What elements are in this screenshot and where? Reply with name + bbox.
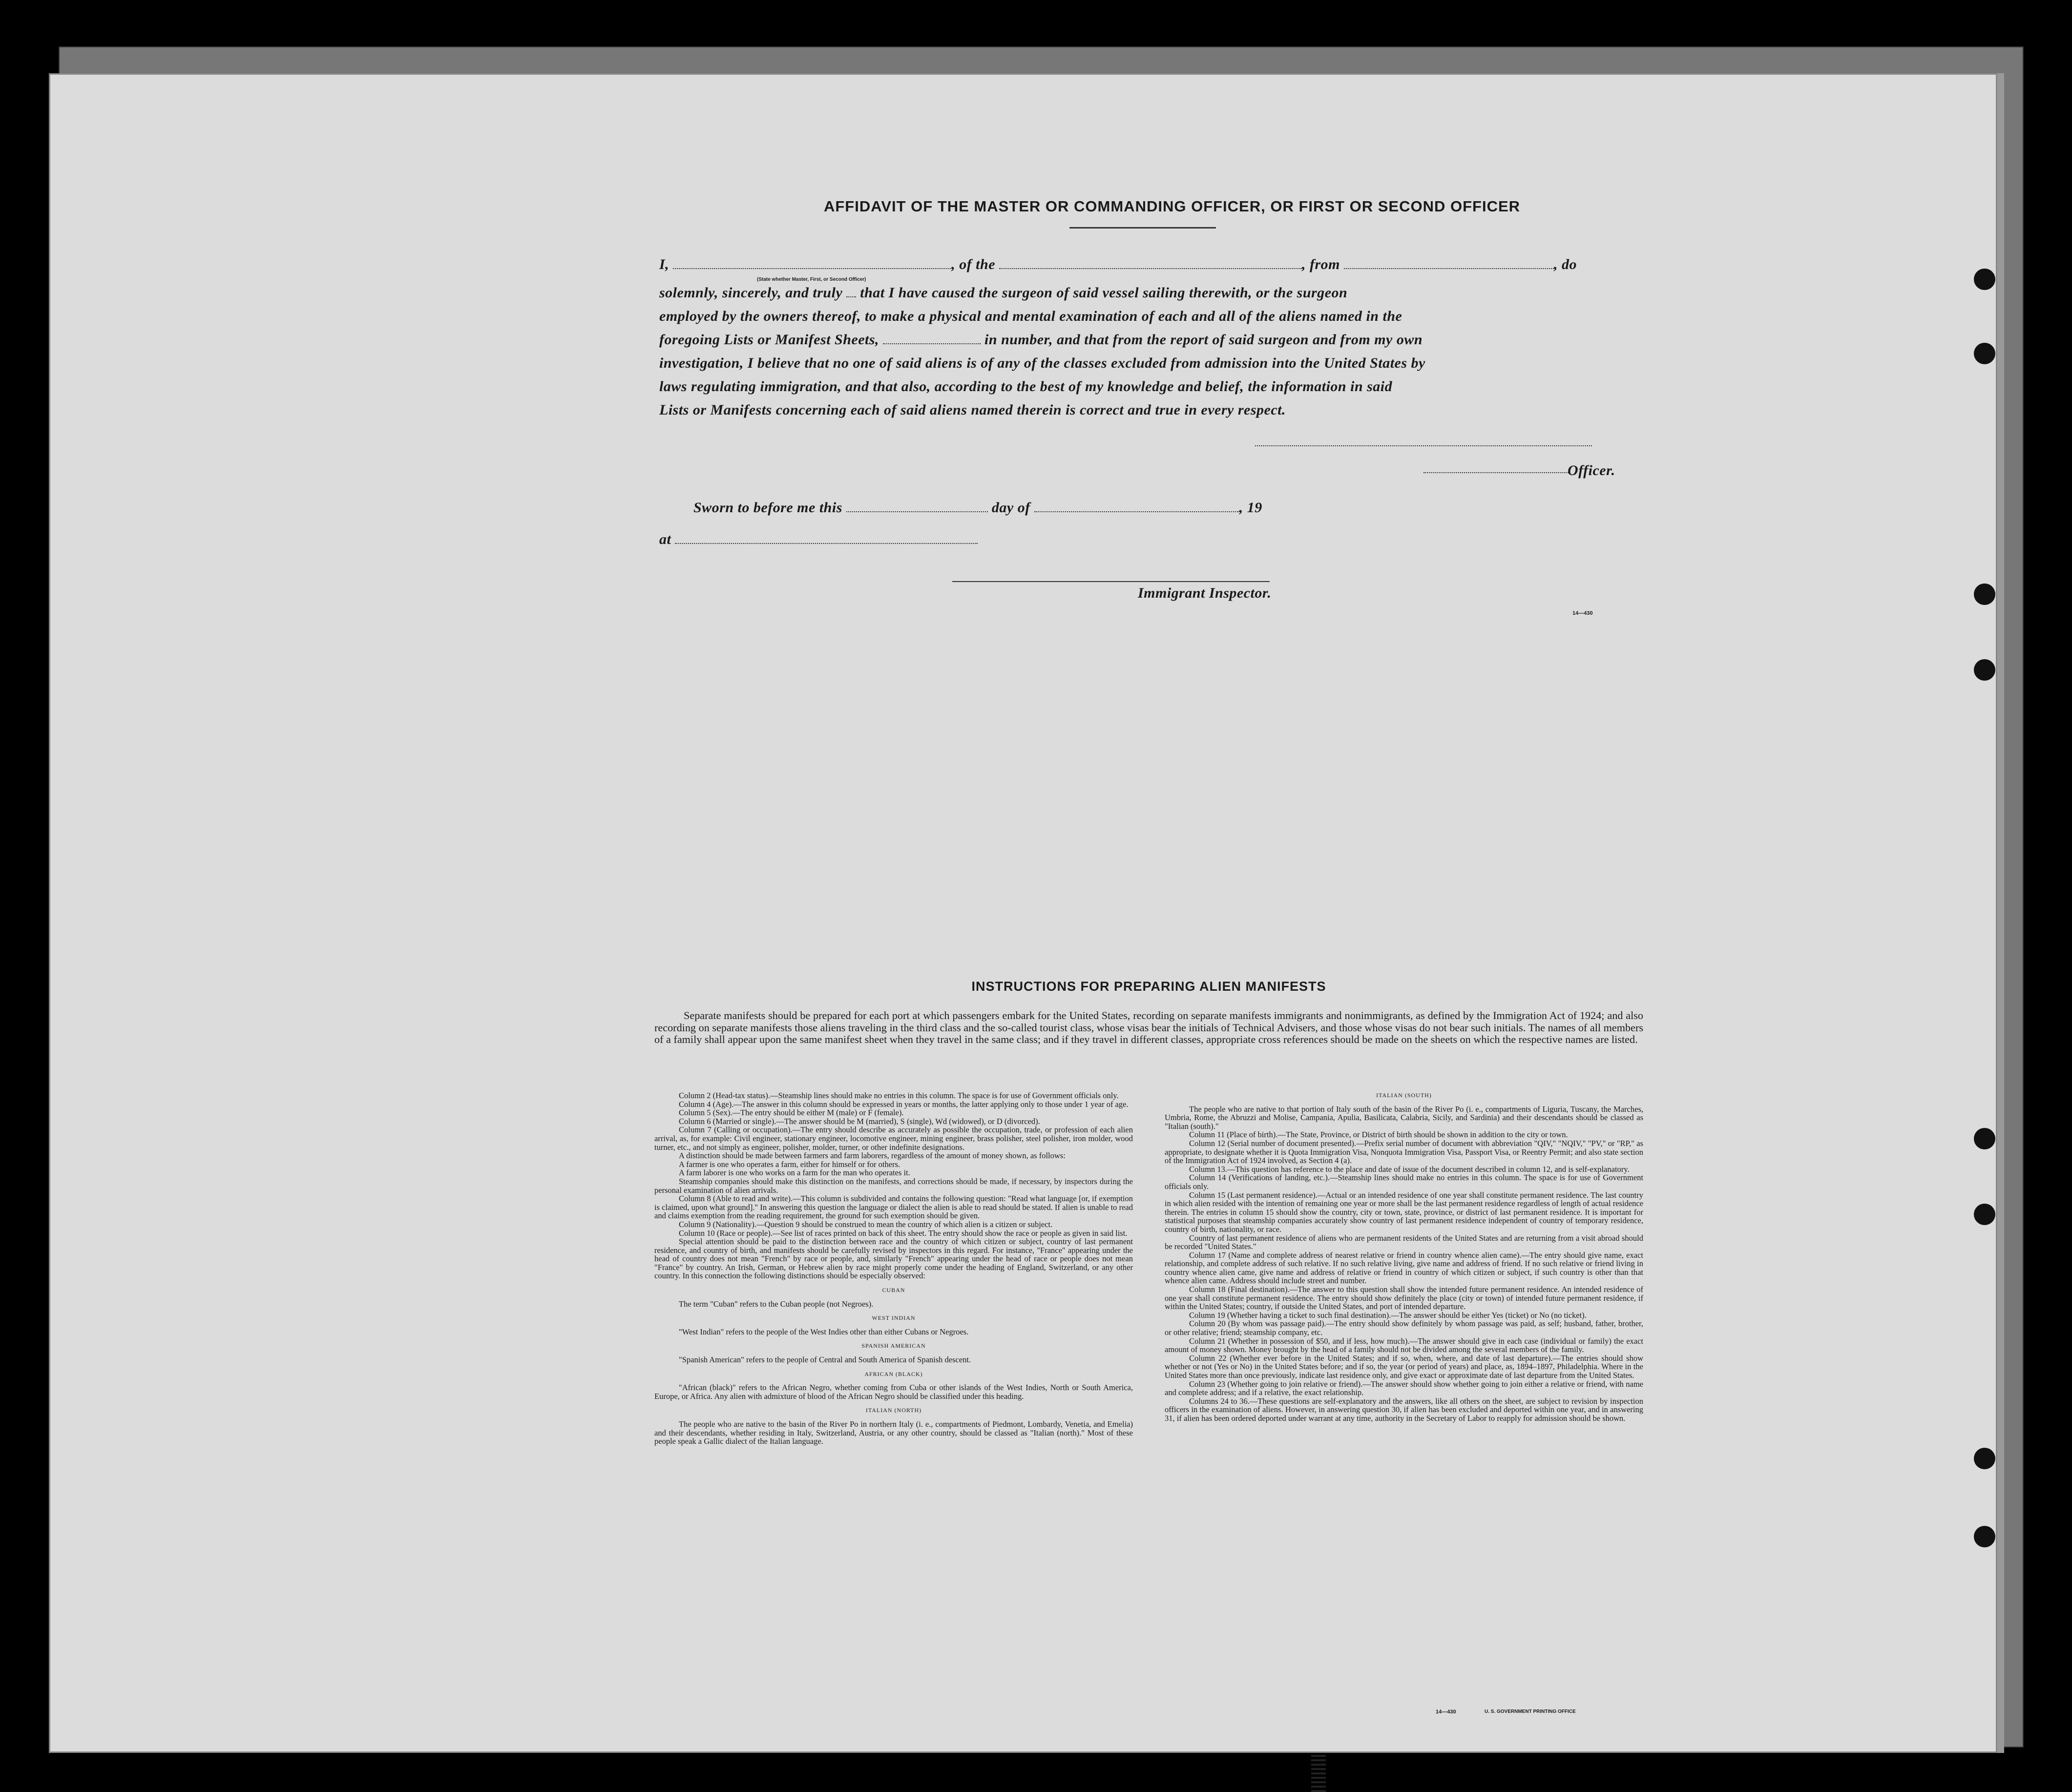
west-indian-text: "West Indian" refers to the people of the West Indies other than either Cubans or Negroes. bbox=[679, 1327, 969, 1336]
paragraph: Column 8 (Able to read and write).—This column is subdivided and contains the following question: "Read what language [or, if exemption is claimed, upon what ground]." In answering this question the language or dialect the alien is able to read should be stated. If alien is unable to read and claims exemption from the reading requirement, the ground for such exemption should be given. bbox=[654, 1194, 1133, 1221]
port-from-blank[interactable] bbox=[1344, 257, 1554, 269]
paragraph: Column 22 (Whether ever before in the United States; and if so, when, where, and date of last departure).—The entries should show whether or not (Yes or No) in the United States before; and if so, the year (or period of years) and place, as, 1894–1897, Philadelphia. Where in the United States more than once previously, indicate last residence only, and give exact or approximate date of last departure from the United States. bbox=[1165, 1353, 1643, 1380]
inspector-signature-line[interactable] bbox=[952, 580, 1270, 582]
affidavit-line-7: Lists or Manifests concerning each of said aliens named therein is correct and true in every respect. bbox=[659, 402, 1286, 418]
instructions-intro: Separate manifests should be prepared for each port at which passengers embark for the United States, recording on separate manifests immigrants and nonimmigrants, as defined by the Immigration Act of 1924; and also recording on separate manifests those aliens traveling in the third class and the so-called tourist class, whose visas bear the initials of Technical Advisers, and those whose visas do not bear such initials. The names of all members of a family shall appear upon the same manifest sheet when they travel in the same class; and if they travel in different classes, appropriate cross references should be made on the sheets on which the respective names are listed. bbox=[654, 1009, 1643, 1045]
paragraph: Column 17 (Name and complete address of nearest relative or friend in country whence alien came).—The entry should give name, exact relationship, and complete address of such relative. If no such relative living, give name and address of friend. If no such relative or friend living in country whence alien came, give name and address of relative or friend in country of which citizen or subject, if such country is other than that whence alien came. Address should include street and number. bbox=[1165, 1250, 1643, 1286]
punch-hole bbox=[1974, 1448, 1995, 1469]
officer-rank-blank[interactable] bbox=[673, 257, 951, 269]
instructions-title: INSTRUCTIONS FOR PREPARING ALIEN MANIFESTS bbox=[971, 979, 1326, 994]
inspector-label: Immigrant Inspector. bbox=[1138, 585, 1272, 601]
paragraph: Column 20 (By whom was passage paid).—The entry should show definitely by whom passage was paid, as self; husband, father, brother, or other relative; friend; steamship company, etc. bbox=[1165, 1319, 1643, 1337]
paragraph: Column 10 (Race or people).—See list of races printed on back of this sheet. The entry should show the race or people as given in said list. bbox=[679, 1228, 1128, 1238]
spanish-american-text: "Spanish American" refers to the people of Central and South America of Spanish descent. bbox=[679, 1355, 971, 1365]
paragraph: Column 12 (Serial number of document presented).—Prefix serial number of document with abbreviation "QIV," "NQIV," "PV," or "RP," as appropriate, to designate whether it is Quota Immigration Visa, Nonquota Immigration Visa, Passport Visa, or Reentry Permit; and also state section of the Immigration Act of 1924 involved, as Section 4 (a). bbox=[1165, 1138, 1643, 1166]
instructions-section bbox=[654, 979, 1643, 1715]
spanish-american-heading: SPANISH AMERICAN bbox=[861, 1342, 926, 1350]
sworn-date-blank[interactable] bbox=[846, 500, 988, 512]
at-line: at bbox=[659, 531, 978, 548]
paragraph: Column 5 (Sex).—The entry should be either M (male) or F (female). bbox=[679, 1108, 904, 1118]
cuban-heading: CUBAN bbox=[882, 1287, 905, 1294]
affidavit-line-5: investigation, I believe that no one of said aliens is of any of the classes excluded from admission into the United States by bbox=[659, 355, 1425, 371]
paragraph: The people who are native to that portion of Italy south of the basin of the River Po (i. e., compartments of Liguria, Tuscany, the Marches, Umbria, Rome, the Abruzzi and Molise, Campania, Apulia, Basilicata, Calabria, Sicily, and Sardinia) and their descendants should be classed as "Italian (south)." bbox=[1165, 1104, 1643, 1131]
right-column bbox=[1165, 1091, 1643, 1423]
punch-hole bbox=[1974, 343, 1995, 364]
affidavit-line-4: foregoing Lists or Manifest Sheets, in number, and that from the report of said surgeon and from my own bbox=[659, 332, 1423, 348]
italian-south-heading: ITALIAN (SOUTH) bbox=[1376, 1092, 1432, 1099]
west-indian-heading: WEST INDIAN bbox=[872, 1314, 916, 1322]
paragraph: Steamship companies should make this distinction on the manifests, and corrections should be made, if necessary, by inspectors during the personal examination of alien arrivals. bbox=[654, 1176, 1133, 1195]
affidavit-line-3: employed by the owners thereof, to make a physical and mental examination of each and all of the aliens named in the bbox=[659, 308, 1402, 324]
paragraph: Column 4 (Age).—The answer in this column should be expressed in years or months, the latter applying only to those under 1 year of age. bbox=[679, 1099, 1129, 1109]
paragraph: Country of last permanent residence of aliens who are permanent residents of the United States and are returning from a visit abroad should be recorded "United States." bbox=[1165, 1233, 1643, 1251]
paragraph: Column 18 (Final destination).—The answer to this question shall show the intended future permanent residence. An intended residence of one year shall constitute permanent residence. The entry should show definitely the place (city or town) of intended future permanent residence, if within the United States; country, if outside the United States, and port of intended departure. bbox=[1165, 1285, 1643, 1312]
sworn-line: Sworn to before me this day of , 19 bbox=[693, 500, 1262, 516]
affidavit-line-1: I, , of the , from , do bbox=[659, 256, 1577, 272]
paragraph: A farmer is one who operates a farm, either for himself or for others. bbox=[679, 1159, 900, 1169]
punch-hole bbox=[1974, 1204, 1995, 1225]
paragraph: Column 15 (Last permanent residence).—Actual or an intended residence of one year shall constitute permanent residence. The last country in which alien resided with the intention of remaining one year or more shall be the last permanent residence regardless of length of actual residence therein. The entries in column 15 should show the country, city or town, state, province, or district of last permanent residence. It is important for statistical purposes that steamship companies accurately show country of last permanent residence independent of country of temporary residence, country of birth, nationality, or race. bbox=[1165, 1190, 1643, 1234]
african-heading: AFRICAN (BLACK) bbox=[864, 1370, 923, 1377]
sheet-count-blank[interactable] bbox=[883, 333, 981, 344]
affidavit-line-2: solemnly, sincerely, and truly that I have caused the surgeon of said vessel sailing therewith, or the surgeon bbox=[659, 285, 1348, 301]
punch-hole bbox=[1974, 269, 1995, 290]
officer-signature-line[interactable] bbox=[1255, 444, 1592, 446]
african-text: "African (black)" refers to the African Negro, whether coming from Cuba or other islands of the West Indies, North or South America, Europe, or Africa. Any alien with admixture of blood of the African Negro should be classified under this heading. bbox=[654, 1383, 1133, 1401]
punch-hole bbox=[1974, 1526, 1995, 1547]
italian-north-heading: ITALIAN (NORTH) bbox=[865, 1407, 922, 1414]
punch-hole bbox=[1974, 659, 1995, 681]
paragraph: Column 11 (Place of birth).—The State, Province, or District of birth should be shown in addition to the city or town. bbox=[1189, 1130, 1568, 1140]
paragraph: A farm laborer is one who works on a farm for the man who operates it. bbox=[679, 1168, 910, 1178]
paragraph: Column 23 (Whether going to join relative or friend).—The answer should show whether going to join either a relative or friend, with name and complete address; and if a relative, the exact relationship. bbox=[1165, 1379, 1643, 1397]
officer-label: Officer. bbox=[1568, 462, 1615, 479]
form-number: 14—430 bbox=[1572, 610, 1593, 616]
ink-smudge bbox=[1311, 1753, 1326, 1792]
paragraph: Column 19 (Whether having a ticket to such final destination).—The answer should be either Yes (ticket) or No (no ticket). bbox=[1189, 1310, 1587, 1320]
paragraph: Column 6 (Married or single).—The answer should be M (married), S (single), Wd (widowed), or D (divorced). bbox=[679, 1116, 1040, 1126]
affidavit-line-6: laws regulating immigration, and that also, according to the best of my knowledge and belief, the information in said bbox=[659, 378, 1393, 395]
footer-printer: U. S. GOVERNMENT PRINTING OFFICE bbox=[1485, 1709, 1576, 1714]
paragraph: A distinction should be made between farmers and farm laborers, regardless of the amount of money shown, as follows: bbox=[679, 1151, 1066, 1161]
paragraph: Column 9 (Nationality).—Question 9 should be construed to mean the country of which alien is a citizen or subject. bbox=[679, 1219, 1053, 1229]
affidavit-section bbox=[659, 198, 1636, 616]
punch-hole bbox=[1974, 583, 1995, 605]
title-rule bbox=[1069, 227, 1216, 229]
paragraph: Column 13.—This question has reference to the place and date of issue of the document described in column 12, and is self-explanatory. bbox=[1189, 1164, 1630, 1174]
footer-form-number: 14—430 bbox=[1436, 1709, 1456, 1715]
paragraph: Column 7 (Calling or occupation).—The entry should describe as accurately as possible the occupation, trade, or profession of each alien arrival, as, for example: Civil engineer, stationary engineer, locomotive engineer, mining engineer, brass polisher, steel polisher, iron molder, wood turner, etc., and not simply as engineer, polisher, molder, turner, or other indefinite designations. bbox=[654, 1125, 1133, 1152]
punch-hole bbox=[1974, 1128, 1995, 1149]
italian-north-text: The people who are native to the basin of the River Po in northern Italy (i. e., compartments of Piedmont, Lombardy, Venetia, and Emelia) and their descendants, whether residing in Italy, Switzerland, Austria, or any other country, should be classed as "Italian (north)." Most of these people speak a Gallic dialect of the Italian language. bbox=[654, 1419, 1133, 1446]
affidavit-title: AFFIDAVIT OF THE MASTER OR COMMANDING OFFICER, OR FIRST OR SECOND OFFICER bbox=[823, 198, 1521, 215]
officer-title-line[interactable] bbox=[1423, 471, 1570, 473]
left-column bbox=[654, 1091, 1133, 1446]
place-blank[interactable] bbox=[675, 532, 978, 544]
paragraph: Column 2 (Head-tax status).—Steamship lines should make no entries in this column. The space is for use of Government officials only. bbox=[679, 1091, 1119, 1100]
paragraph: Column 14 (Verifications of landing, etc.).—Steamship lines should make no entries in this column. The space is for use of Government officials only. bbox=[1165, 1173, 1643, 1191]
cuban-text: The term "Cuban" refers to the Cuban people (not Negroes). bbox=[679, 1299, 874, 1309]
paragraph: Special attention should be paid to the distinction between race and the country of which citizen or subject, country of last permanent residence, and country of birth, and manifests should be carefully revised by inspectors in this regard. For instance, "France" appearing under the head of country does not mean "French" by race or people, and, similarly "French" appearing under the head of race or people does not mean "France" by country. An Irish, German, or Hebrew alien by race might properly come under the heading of England, Switzerland, or any other country. In this connection the following distinctions should be especially observed: bbox=[654, 1237, 1133, 1281]
paragraph: Column 21 (Whether in possession of $50, and if less, how much).—The answer should give in each case (individual or family) the exact amount of money shown. Money brought by the head of a family should not be divided among the several members of the family. bbox=[1165, 1336, 1643, 1354]
truly-blank[interactable] bbox=[846, 286, 856, 297]
vessel-name-blank[interactable] bbox=[999, 257, 1302, 269]
rank-note: (State whether Master, First, or Second Officer) bbox=[757, 277, 866, 282]
manifest-page bbox=[49, 73, 2004, 1753]
sworn-month-blank[interactable] bbox=[1034, 500, 1239, 512]
paragraph: Columns 24 to 36.—These questions are self-explanatory and the answers, like all others on the sheet, are subject to revision by inspection officers in the examination of aliens. However, in answering question 30, if alien has been excluded and deported within one year, and in answering 31, if alien has been ordered deported under warrant at any time, authority in the Secretary of Labor to reapply for admission should be shown. bbox=[1165, 1396, 1643, 1423]
